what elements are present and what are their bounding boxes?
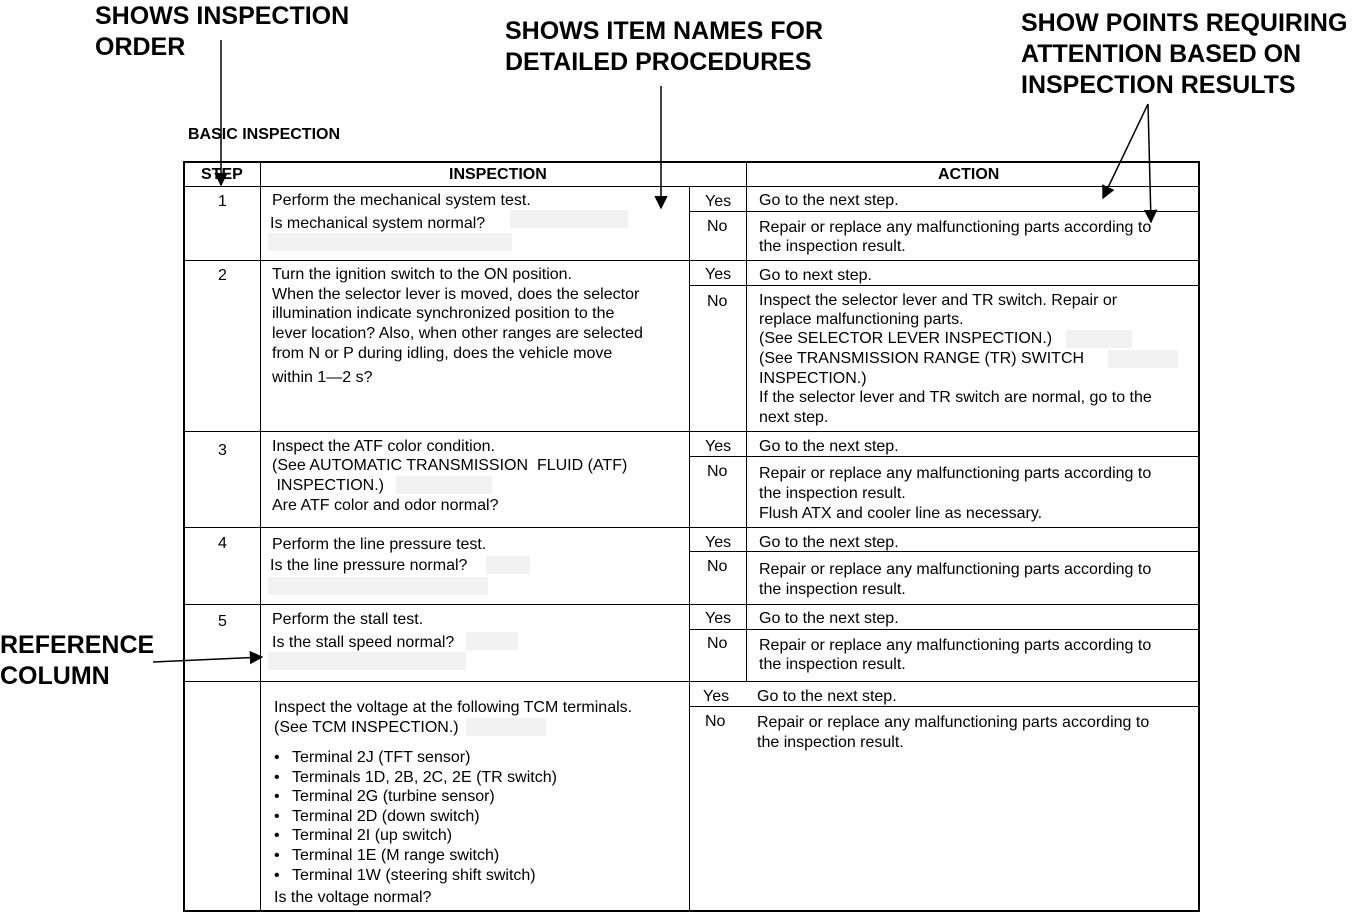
column-divider [746, 161, 747, 681]
action-no-line: Flush ATX and cooler line as necessary. [759, 505, 1043, 522]
list-item: • Terminal 2I (up switch) [272, 826, 557, 846]
inspection-line: lever location? Also, when other ranges are selected [272, 325, 643, 342]
action-no-line: (See SELECTOR LEVER INSPECTION.) [759, 330, 1053, 347]
table-border-top [183, 161, 1200, 163]
column-divider [260, 161, 261, 912]
list-item: • Terminal 1E (M range switch) [272, 846, 557, 866]
action-no-line: Repair or replace any malfunctioning parts according to [759, 637, 1152, 654]
inspection-line: Is the stall speed normal? [272, 634, 455, 651]
callout-line: ORDER [95, 33, 186, 61]
header-inspection: INSPECTION [449, 166, 547, 183]
action-yes-line: Go to next step. [759, 267, 872, 284]
step-number: 3 [218, 442, 227, 459]
no-label: No [707, 463, 728, 480]
action-yes-line: Go to the next step. [759, 192, 899, 209]
list-item: • Terminal 2G (turbine sensor) [272, 787, 557, 807]
inspection-line: Perform the stall test. [272, 611, 424, 628]
action-no-line: Inspect the selector lever and TR switch. Repair or [759, 292, 1118, 309]
table-border-left [183, 161, 185, 912]
no-label: No [707, 558, 728, 575]
reference-placeholder [466, 632, 518, 650]
action-no-line: Repair or replace any malfunctioning parts according to [759, 561, 1152, 578]
inspection-line: within 1—2 s? [272, 369, 373, 386]
inspection-line: Perform the line pressure test. [272, 536, 487, 553]
action-no-line: replace malfunctioning parts. [759, 311, 964, 328]
yes-label: Yes [705, 534, 732, 551]
action-no-line: Repair or replace any malfunctioning parts according to [759, 219, 1152, 236]
no-label: No [707, 635, 728, 652]
action-no-line: If the selector lever and TR switch are normal, go to the [759, 389, 1152, 406]
action-no-line: the inspection result. [759, 581, 906, 598]
callout-line: COLUMN [0, 662, 110, 690]
reference-placeholder [1108, 350, 1178, 368]
row-divider [183, 527, 1200, 528]
reference-placeholder [268, 233, 512, 251]
reference-placeholder [268, 577, 488, 595]
yes-label: Yes [705, 193, 732, 210]
action-no-line: the inspection result. [759, 238, 906, 255]
table-border-right [1198, 161, 1200, 912]
inspection-line: Are ATF color and odor normal? [272, 497, 499, 514]
action-no-line: (See TRANSMISSION RANGE (TR) SWITCH [759, 350, 1085, 367]
inspection-line: Turn the ignition switch to the ON position. [272, 266, 572, 283]
step-number: 5 [218, 613, 227, 630]
arrow-points-attention-2 [1148, 104, 1151, 222]
inspection-line: from N or P during idling, does the vehicle move [272, 345, 613, 362]
list-item: • Terminals 1D, 2B, 2C, 2E (TR switch) [272, 768, 557, 788]
yes-no-divider [689, 629, 1200, 630]
header-step: STEP [201, 166, 243, 183]
inspection-line: Inspect the ATF color condition. [272, 438, 495, 455]
action-no-line: next step. [759, 409, 829, 426]
step-number: 4 [218, 535, 227, 552]
row-divider [183, 604, 1200, 605]
arrow-points-attention-1 [1103, 104, 1148, 198]
action-no-line: the inspection result. [759, 656, 906, 673]
list-item: • Terminal 1W (steering shift switch) [272, 866, 557, 886]
action-no-line: Repair or replace any malfunctioning parts according to [757, 714, 1150, 731]
terminal-list [272, 748, 557, 885]
inspection-line: Perform the mechanical system test. [272, 192, 531, 209]
inspection-line: INSPECTION.) [272, 477, 385, 494]
callout-line: DETAILED PROCEDURES [505, 48, 812, 76]
list-item: • Terminal 2J (TFT sensor) [272, 748, 557, 768]
callout-line: SHOW POINTS REQUIRING [1021, 9, 1348, 37]
yes-label: Yes [705, 610, 732, 627]
action-yes-line: Go to the next step. [757, 688, 897, 705]
action-no-line: the inspection result. [757, 734, 904, 751]
inspection-line: (See AUTOMATIC TRANSMISSION FLUID (ATF) [272, 457, 628, 474]
no-label: No [705, 713, 726, 730]
callout-line: SHOWS INSPECTION [95, 2, 350, 30]
step-number: 2 [218, 267, 227, 284]
header-action: ACTION [938, 166, 1000, 183]
no-label: No [707, 218, 728, 235]
inspection-line: Is mechanical system normal? [270, 215, 486, 232]
table-border-bottom [183, 910, 1200, 912]
arrow-reference-column [153, 657, 262, 662]
yes-label: Yes [703, 688, 730, 705]
inspection-line: When the selector lever is moved, does the selector [272, 286, 640, 303]
reference-placeholder [268, 652, 466, 670]
reference-placeholder [466, 718, 546, 736]
action-no-line: the inspection result. [759, 485, 906, 502]
row-divider [183, 681, 1200, 682]
action-yes-line: Go to the next step. [759, 534, 899, 551]
callout-line: SHOWS ITEM NAMES FOR [505, 17, 824, 45]
step-number: 1 [218, 193, 227, 210]
yes-label: Yes [705, 438, 732, 455]
callout-line: ATTENTION BASED ON [1021, 40, 1302, 68]
column-divider [689, 186, 690, 910]
row-divider [183, 260, 1200, 261]
action-no-line: INSPECTION.) [759, 370, 867, 387]
header-divider [183, 186, 1200, 187]
action-no-line: Repair or replace any malfunctioning parts according to [759, 465, 1152, 482]
no-label: No [707, 293, 728, 310]
callout-line: REFERENCE [0, 631, 155, 659]
inspection-line: (See TCM INSPECTION.) [274, 719, 459, 736]
table-title: BASIC INSPECTION [188, 126, 341, 143]
inspection-line: Inspect the voltage at the following TCM terminals. [274, 699, 633, 716]
action-yes-line: Go to the next step. [759, 438, 899, 455]
reference-placeholder [396, 476, 492, 494]
reference-placeholder [510, 210, 628, 228]
action-yes-line: Go to the next step. [759, 610, 899, 627]
row-divider [183, 431, 1200, 432]
list-item: • Terminal 2D (down switch) [272, 807, 557, 827]
inspection-line: Is the line pressure normal? [270, 557, 468, 574]
callout-line: INSPECTION RESULTS [1021, 71, 1296, 99]
inspection-line: illumination indicate synchronized position to the [272, 305, 615, 322]
reference-placeholder [486, 556, 530, 574]
yes-label: Yes [705, 266, 732, 283]
reference-placeholder [1066, 330, 1132, 348]
inspection-question: Is the voltage normal? [274, 889, 432, 906]
yes-no-divider [689, 211, 1200, 212]
